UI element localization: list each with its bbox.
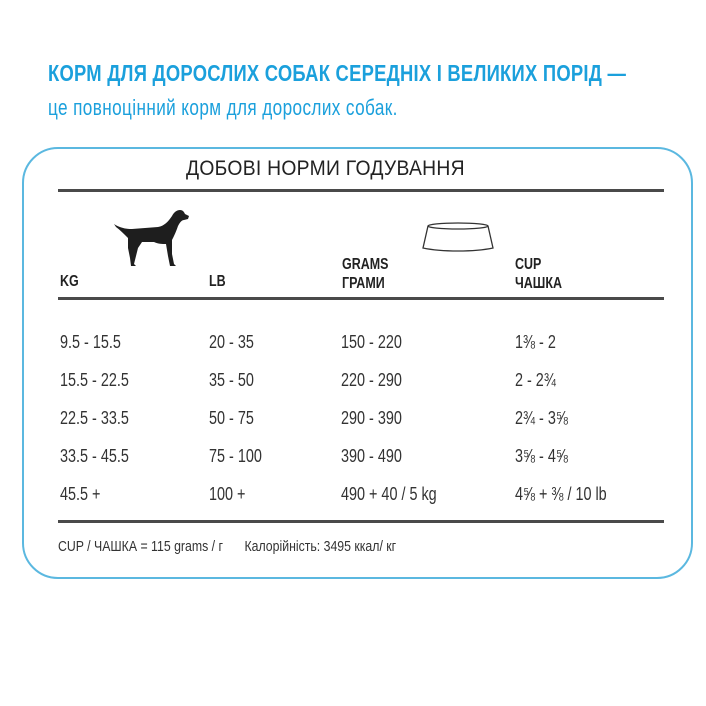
cell-grams: 390 - 490 — [341, 446, 402, 466]
column-header-kg — [60, 272, 79, 291]
cell-grams: 290 - 390 — [341, 408, 402, 428]
cell-lb: 35 - 50 — [209, 370, 254, 390]
column-header-line2: KG — [60, 273, 79, 290]
cell-lb: 50 - 75 — [209, 408, 254, 428]
cell-grams: 220 - 290 — [341, 370, 402, 390]
cell-lb: 100 + — [209, 484, 246, 504]
cell-kg: 15.5 - 22.5 — [60, 370, 129, 390]
column-header-line2: ГРАМИ — [342, 275, 385, 292]
cell-cup: 3⅝ - 4⅝ — [515, 446, 568, 466]
column-header-line2: ЧАШКА — [515, 275, 562, 292]
cell-cup: 4⅝ + ⅜ / 10 lb — [515, 484, 607, 504]
cell-kg: 22.5 - 33.5 — [60, 408, 129, 428]
cell-kg: 33.5 - 45.5 — [60, 446, 129, 466]
footer-note — [58, 538, 396, 555]
cell-grams: 150 - 220 — [341, 332, 402, 352]
column-header-line2: LB — [209, 273, 226, 290]
cell-lb: 20 - 35 — [209, 332, 254, 352]
cell-kg: 9.5 - 15.5 — [60, 332, 121, 352]
dog-icon — [112, 210, 190, 268]
title-divider — [58, 189, 664, 192]
footer-divider — [58, 520, 664, 523]
cell-grams: 490 + 40 / 5 kg — [341, 484, 437, 504]
cell-cup: 1⅜ - 2 — [515, 332, 556, 352]
cell-lb: 75 - 100 — [209, 446, 262, 466]
cup-conversion-note: CUP / ЧАШКА = 115 grams / г — [58, 538, 223, 555]
cell-kg: 45.5 + — [60, 484, 101, 504]
header-divider — [58, 297, 664, 300]
subheadline: це повноцінний корм для дорослих собак. — [48, 95, 398, 120]
headline: КОРМ ДЛЯ ДОРОСЛИХ СОБАК СЕРЕДНІХ І ВЕЛИКИХ ПОРІД — — [48, 60, 627, 86]
column-header-line1: GRAMS — [342, 256, 389, 273]
cell-cup: 2¾ - 3⅝ — [515, 408, 568, 428]
calorie-note: Калорійність: 3495 ккал/ кг — [244, 538, 397, 555]
table-title: ДОБОВІ НОРМИ ГОДУВАННЯ — [186, 157, 465, 180]
column-header-lb — [209, 272, 226, 291]
column-header-line1: CUP — [515, 256, 542, 273]
bowl-icon — [422, 222, 494, 254]
column-header-cup — [515, 255, 562, 293]
column-header-grams — [342, 255, 388, 293]
cell-cup: 2 - 2¾ — [515, 370, 556, 390]
